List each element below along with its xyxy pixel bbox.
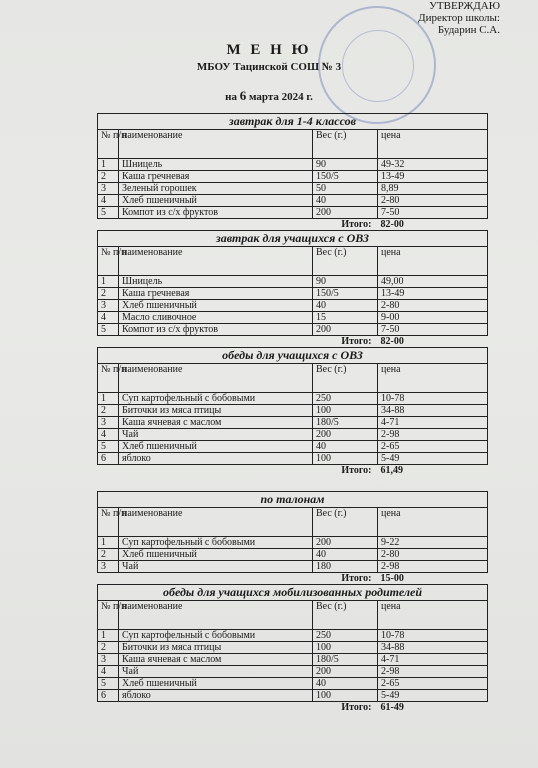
cell-weight: 150/5 (313, 288, 378, 300)
cell-price: 7-50 (378, 207, 488, 219)
cell-num: 2 (98, 405, 119, 417)
table-row (98, 288, 488, 300)
cell-num: 2 (98, 171, 119, 183)
table-row (98, 324, 488, 336)
approval-position: Директор школы: (418, 12, 500, 24)
cell-price: 2-80 (378, 300, 488, 312)
cell-name: Масло сливочное (119, 312, 313, 324)
table-row (98, 405, 488, 417)
cell-num: 3 (98, 183, 119, 195)
cell-weight: 100 (313, 405, 378, 417)
cell-num: 6 (98, 690, 119, 702)
section-title: завтрак для учащихся с ОВЗ (97, 230, 488, 246)
cell-price: 49-32 (378, 159, 488, 171)
column-header-num: № п/п (98, 508, 119, 537)
cell-num: 4 (98, 666, 119, 678)
menu-title: М Е Н Ю (226, 42, 312, 58)
table-row (98, 183, 488, 195)
cell-price: 2-80 (378, 195, 488, 207)
cell-name: Чай (119, 429, 313, 441)
table-row (98, 441, 488, 453)
cell-name: Компот из с/х фруктов (119, 324, 313, 336)
table-header-row (98, 247, 488, 276)
section-title: обеды для учащихся мобилизованных родителей (97, 584, 488, 600)
cell-num: 2 (98, 288, 119, 300)
cell-weight: 180/5 (313, 417, 378, 429)
cell-weight: 90 (313, 159, 378, 171)
cell-num: 3 (98, 561, 119, 573)
cell-weight: 50 (313, 183, 378, 195)
cell-weight: 180 (313, 561, 378, 573)
menu-table (97, 246, 488, 347)
cell-name: Чай (119, 561, 313, 573)
cell-name: Хлеб пшеничный (119, 195, 313, 207)
total-value: 61,49 (380, 465, 403, 476)
table-row (98, 429, 488, 441)
cell-price: 2-98 (378, 429, 488, 441)
column-header-name: наименование (119, 508, 313, 537)
cell-num: 3 (98, 300, 119, 312)
table-row (98, 549, 488, 561)
cell-num: 1 (98, 537, 119, 549)
section-title: завтрак для 1-4 классов (97, 113, 488, 129)
cell-price: 8,89 (378, 183, 488, 195)
menu-table (97, 363, 488, 476)
column-header-name: наименование (119, 364, 313, 393)
table-row (98, 453, 488, 465)
cell-num: 6 (98, 453, 119, 465)
cell-weight: 180/5 (313, 654, 378, 666)
cell-weight: 200 (313, 429, 378, 441)
section-title: по талонам (97, 491, 488, 507)
approval-name: Бударин С.А. (437, 24, 500, 36)
table-row (98, 678, 488, 690)
table-row (98, 417, 488, 429)
column-header-price: цена (378, 601, 488, 630)
table-row (98, 561, 488, 573)
cell-name: Суп картофельный с бобовыми (119, 630, 313, 642)
table-row (98, 159, 488, 171)
cell-weight: 250 (313, 393, 378, 405)
date-suffix: марта 2024 г. (248, 91, 313, 103)
cell-weight: 40 (313, 549, 378, 561)
cell-weight: 40 (313, 441, 378, 453)
column-header-name: наименование (119, 130, 313, 159)
section-title: обеды для учащихся с ОВЗ (97, 347, 488, 363)
table-row (98, 393, 488, 405)
column-header-price: цена (378, 508, 488, 537)
cell-weight: 250 (313, 630, 378, 642)
cell-name: яблоко (119, 453, 313, 465)
cell-num: 4 (98, 312, 119, 324)
cell-num: 2 (98, 549, 119, 561)
table-row (98, 195, 488, 207)
menu-tables (97, 113, 488, 713)
cell-price: 2-98 (378, 561, 488, 573)
cell-weight: 40 (313, 678, 378, 690)
cell-weight: 200 (313, 324, 378, 336)
cell-num: 1 (98, 276, 119, 288)
cell-weight: 100 (313, 690, 378, 702)
cell-weight: 200 (313, 537, 378, 549)
column-header-weight: Вес (г.) (313, 508, 378, 537)
cell-weight: 90 (313, 276, 378, 288)
cell-price: 7-50 (378, 324, 488, 336)
column-header-num: № п/п (98, 601, 119, 630)
cell-price: 34-88 (378, 405, 488, 417)
cell-num: 1 (98, 159, 119, 171)
cell-weight: 15 (313, 312, 378, 324)
column-header-price: цена (378, 130, 488, 159)
table-header-row (98, 508, 488, 537)
cell-price: 49,00 (378, 276, 488, 288)
total-value: 82-00 (380, 336, 404, 347)
cell-name: Суп картофельный с бобовыми (119, 537, 313, 549)
cell-name: Биточки из мяса птицы (119, 405, 313, 417)
cell-price: 2-80 (378, 549, 488, 561)
column-header-num: № п/п (98, 247, 119, 276)
table-row (98, 312, 488, 324)
table-row (98, 207, 488, 219)
cell-weight: 40 (313, 195, 378, 207)
total-label: Итого: (341, 219, 372, 230)
column-header-weight: Вес (г.) (313, 130, 378, 159)
cell-weight: 40 (313, 300, 378, 312)
cell-price: 9-22 (378, 537, 488, 549)
cell-weight: 150/5 (313, 171, 378, 183)
total-row (98, 465, 488, 477)
cell-num: 1 (98, 393, 119, 405)
cell-weight: 200 (313, 207, 378, 219)
total-value: 15-00 (380, 573, 404, 584)
section-spacer (97, 476, 488, 491)
approval-block (418, 0, 500, 36)
cell-price: 13-49 (378, 288, 488, 300)
cell-num: 2 (98, 642, 119, 654)
table-row (98, 666, 488, 678)
table-row (98, 654, 488, 666)
date-prefix: на (225, 91, 237, 103)
cell-name: Компот из с/х фруктов (119, 207, 313, 219)
school-name: МБОУ Тацинской СОШ № 3 (196, 61, 342, 73)
cell-name: Шницель (119, 159, 313, 171)
column-header-price: цена (378, 247, 488, 276)
cell-weight: 100 (313, 453, 378, 465)
column-header-name: наименование (119, 601, 313, 630)
cell-name: Каша ячневая с маслом (119, 654, 313, 666)
cell-price: 4-71 (378, 417, 488, 429)
cell-price: 9-00 (378, 312, 488, 324)
cell-name: Каша гречневая (119, 171, 313, 183)
cell-price: 2-65 (378, 678, 488, 690)
cell-name: яблоко (119, 690, 313, 702)
cell-name: Хлеб пшеничный (119, 678, 313, 690)
cell-price: 10-78 (378, 393, 488, 405)
total-value: 82-00 (380, 219, 404, 230)
total-row (98, 573, 488, 585)
cell-price: 34-88 (378, 642, 488, 654)
total-row (98, 336, 488, 348)
table-header-row (98, 364, 488, 393)
table-header-row (98, 130, 488, 159)
cell-num: 3 (98, 654, 119, 666)
table-row (98, 630, 488, 642)
column-header-num: № п/п (98, 130, 119, 159)
cell-price: 5-49 (378, 453, 488, 465)
table-row (98, 642, 488, 654)
cell-name: Каша гречневая (119, 288, 313, 300)
cell-name: Биточки из мяса птицы (119, 642, 313, 654)
cell-num: 4 (98, 429, 119, 441)
table-row (98, 690, 488, 702)
column-header-price: цена (378, 364, 488, 393)
approval-title: УТВЕРЖДАЮ (429, 0, 500, 12)
menu-table (97, 600, 488, 713)
cell-price: 5-49 (378, 690, 488, 702)
cell-num: 5 (98, 324, 119, 336)
total-label: Итого: (341, 702, 372, 713)
cell-num: 5 (98, 441, 119, 453)
cell-num: 3 (98, 417, 119, 429)
table-row (98, 171, 488, 183)
cell-name: Шницель (119, 276, 313, 288)
column-header-weight: Вес (г.) (313, 247, 378, 276)
table-header-row (98, 601, 488, 630)
total-label: Итого: (341, 465, 372, 476)
cell-weight: 100 (313, 642, 378, 654)
cell-num: 5 (98, 678, 119, 690)
cell-price: 10-78 (378, 630, 488, 642)
cell-name: Хлеб пшеничный (119, 441, 313, 453)
cell-name: Зеленый горошек (119, 183, 313, 195)
total-row (98, 219, 488, 231)
total-label: Итого: (341, 336, 372, 347)
column-header-weight: Вес (г.) (313, 601, 378, 630)
cell-name: Чай (119, 666, 313, 678)
menu-date (0, 88, 538, 104)
cell-name: Хлеб пшеничный (119, 300, 313, 312)
cell-num: 4 (98, 195, 119, 207)
menu-table (97, 507, 488, 584)
column-header-weight: Вес (г.) (313, 364, 378, 393)
cell-price: 4-71 (378, 654, 488, 666)
column-header-num: № п/п (98, 364, 119, 393)
menu-table (97, 129, 488, 230)
table-row (98, 276, 488, 288)
cell-num: 5 (98, 207, 119, 219)
cell-name: Каша ячневая с маслом (119, 417, 313, 429)
total-value: 61-49 (380, 702, 404, 713)
table-row (98, 537, 488, 549)
cell-num: 1 (98, 630, 119, 642)
table-row (98, 300, 488, 312)
column-header-name: наименование (119, 247, 313, 276)
cell-name: Суп картофельный с бобовыми (119, 393, 313, 405)
cell-weight: 200 (313, 666, 378, 678)
cell-price: 2-65 (378, 441, 488, 453)
cell-price: 13-49 (378, 171, 488, 183)
total-row (98, 702, 488, 714)
total-label: Итого: (341, 573, 372, 584)
cell-name: Хлеб пшеничный (119, 549, 313, 561)
cell-price: 2-98 (378, 666, 488, 678)
date-day: 6 (239, 88, 247, 103)
